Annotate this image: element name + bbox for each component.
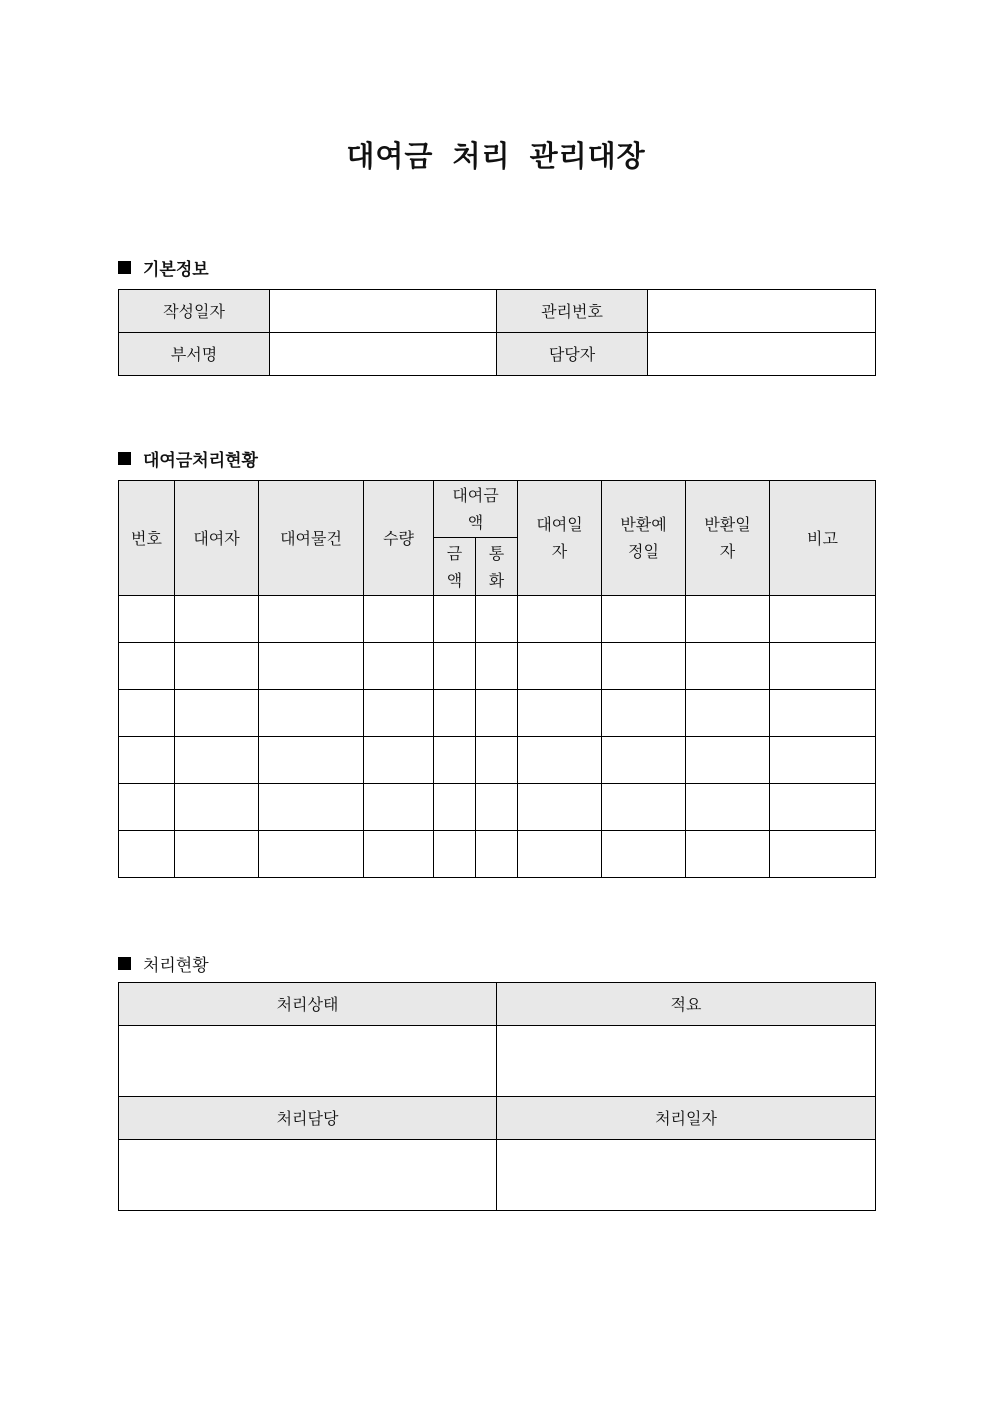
black-square-icon — [118, 261, 131, 274]
department-field[interactable] — [270, 333, 497, 376]
table-cell[interactable] — [770, 784, 876, 831]
table-cell[interactable] — [259, 831, 364, 878]
table-row — [119, 643, 876, 690]
table-row — [119, 333, 876, 376]
label-person-in-charge: 담당자 — [497, 333, 648, 376]
table-cell[interactable] — [686, 596, 770, 643]
table-cell[interactable] — [602, 784, 686, 831]
header-row — [119, 481, 876, 538]
table-row — [119, 690, 876, 737]
table-cell[interactable] — [364, 690, 434, 737]
table-row — [119, 784, 876, 831]
table-cell[interactable] — [476, 784, 518, 831]
table-cell[interactable] — [175, 737, 259, 784]
table-cell[interactable] — [770, 596, 876, 643]
table-row — [119, 1097, 876, 1140]
table-cell[interactable] — [518, 643, 602, 690]
table-cell[interactable] — [476, 737, 518, 784]
table-cell[interactable] — [686, 643, 770, 690]
table-cell[interactable] — [119, 596, 175, 643]
table-cell[interactable] — [602, 596, 686, 643]
header-return-date: 반환일 자 — [686, 481, 770, 596]
table-cell[interactable] — [686, 690, 770, 737]
basic-info-heading-text: 기본정보 — [143, 260, 209, 280]
header-currency: 통 화 — [476, 538, 518, 596]
header-amount: 금 액 — [434, 538, 476, 596]
table-cell[interactable] — [175, 831, 259, 878]
table-cell[interactable] — [686, 737, 770, 784]
person-in-charge-field[interactable] — [648, 333, 876, 376]
management-number-field[interactable] — [648, 290, 876, 333]
table-cell[interactable] — [259, 643, 364, 690]
table-cell[interactable] — [686, 831, 770, 878]
table-cell[interactable] — [602, 831, 686, 878]
table-cell[interactable] — [434, 784, 476, 831]
processing-table — [118, 982, 876, 1211]
table-cell[interactable] — [602, 690, 686, 737]
table-cell[interactable] — [259, 690, 364, 737]
table-cell[interactable] — [602, 643, 686, 690]
black-square-icon — [118, 957, 131, 970]
table-cell[interactable] — [364, 784, 434, 831]
table-row — [119, 737, 876, 784]
processing-date-field[interactable] — [497, 1140, 876, 1211]
table-cell[interactable] — [119, 831, 175, 878]
table-row — [119, 1026, 876, 1097]
table-cell[interactable] — [364, 596, 434, 643]
header-item: 대여물건 — [259, 481, 364, 596]
table-cell[interactable] — [686, 784, 770, 831]
table-cell[interactable] — [364, 737, 434, 784]
table-row — [119, 596, 876, 643]
label-management-number: 관리번호 — [497, 290, 648, 333]
table-cell[interactable] — [175, 596, 259, 643]
loan-status-table — [118, 480, 876, 878]
processing-heading-text: 처리현황 — [143, 956, 209, 976]
table-row — [119, 983, 876, 1026]
table-cell[interactable] — [175, 690, 259, 737]
table-cell[interactable] — [259, 784, 364, 831]
table-cell[interactable] — [434, 643, 476, 690]
table-cell[interactable] — [518, 596, 602, 643]
table-cell[interactable] — [770, 690, 876, 737]
processing-manager-field[interactable] — [119, 1140, 497, 1211]
label-processing-manager: 처리담당 — [119, 1097, 497, 1140]
header-borrower: 대여자 — [175, 481, 259, 596]
label-processing-status: 처리상태 — [119, 983, 497, 1026]
label-summary: 적요 — [497, 983, 876, 1026]
header-loan-amount: 대여금 액 — [434, 481, 518, 538]
label-department: 부서명 — [119, 333, 270, 376]
table-cell[interactable] — [770, 831, 876, 878]
black-square-icon — [118, 452, 131, 465]
header-expected-return-date: 반환예 정일 — [602, 481, 686, 596]
table-cell[interactable] — [259, 737, 364, 784]
basic-info-table — [118, 289, 876, 376]
table-cell[interactable] — [770, 737, 876, 784]
basic-info-heading — [118, 255, 209, 280]
document-title: 대여금 처리 관리대장 — [346, 139, 646, 173]
table-row — [119, 831, 876, 878]
header-quantity: 수량 — [364, 481, 434, 596]
table-cell[interactable] — [602, 737, 686, 784]
table-cell[interactable] — [434, 690, 476, 737]
table-cell[interactable] — [119, 643, 175, 690]
loan-status-heading — [118, 446, 258, 471]
table-cell[interactable] — [518, 737, 602, 784]
table-cell[interactable] — [434, 831, 476, 878]
processing-status-field[interactable] — [119, 1026, 497, 1097]
table-row — [119, 1140, 876, 1211]
table-cell[interactable] — [364, 831, 434, 878]
loan-status-heading-text: 대여금처리현황 — [143, 451, 258, 471]
table-cell[interactable] — [518, 784, 602, 831]
table-cell[interactable] — [259, 596, 364, 643]
summary-field[interactable] — [497, 1026, 876, 1097]
table-cell[interactable] — [476, 831, 518, 878]
table-row — [119, 290, 876, 333]
table-cell[interactable] — [476, 596, 518, 643]
header-remarks: 비고 — [770, 481, 876, 596]
header-loan-date: 대여일 자 — [518, 481, 602, 596]
table-cell[interactable] — [364, 643, 434, 690]
table-cell[interactable] — [175, 784, 259, 831]
table-cell[interactable] — [476, 690, 518, 737]
table-cell[interactable] — [476, 643, 518, 690]
table-cell[interactable] — [434, 737, 476, 784]
processing-heading — [118, 951, 209, 976]
table-cell[interactable] — [770, 643, 876, 690]
table-cell[interactable] — [518, 831, 602, 878]
label-processing-date: 처리일자 — [497, 1097, 876, 1140]
label-created-date: 작성일자 — [119, 290, 270, 333]
created-date-field[interactable] — [270, 290, 497, 333]
table-cell[interactable] — [119, 737, 175, 784]
table-cell[interactable] — [119, 690, 175, 737]
table-cell[interactable] — [518, 690, 602, 737]
table-cell[interactable] — [119, 784, 175, 831]
table-cell[interactable] — [175, 643, 259, 690]
table-cell[interactable] — [434, 596, 476, 643]
header-number: 번호 — [119, 481, 175, 596]
